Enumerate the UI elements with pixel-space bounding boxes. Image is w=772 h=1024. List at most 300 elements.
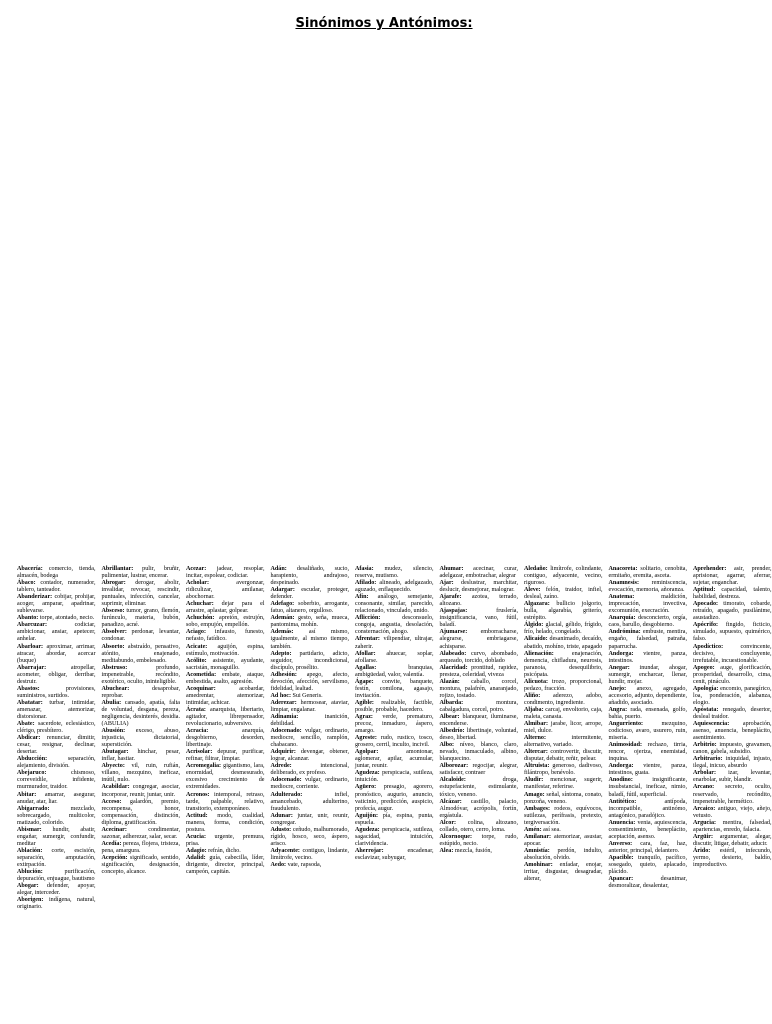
glossary-entry — [186, 848, 265, 855]
glossary-entry — [524, 848, 603, 862]
glossary-entry — [271, 672, 350, 693]
entry-term: Alazán: — [439, 678, 460, 685]
glossary-entry — [524, 587, 603, 601]
entry-definition: contador, numerador, tablero, tanteador. — [17, 580, 96, 594]
entry-definition: inundar, ahogar, sumergir, encharcar, llenar, hundir, mojar. — [608, 664, 687, 685]
glossary-entry — [693, 644, 772, 665]
entry-definition: refrán, dicho. — [206, 847, 241, 854]
entry-definition: generoso, dadivoso, filántropo, benévolo. — [524, 763, 603, 777]
entry-definition: así mismo, igualmente, al mismo tiempo, también. — [270, 629, 349, 650]
entry-term: Aflicción: — [355, 615, 381, 622]
entry-definition: convincente, decisivo, concluyente, irrefutable, incuestionable. — [693, 643, 772, 664]
entry-term: Abanto: — [17, 615, 39, 622]
glossary-entry — [186, 615, 265, 629]
entry-definition: ceñudo, malhumorado, rígido, hosco, seco, áspero, arisco. — [270, 826, 349, 847]
entry-definition: torpe, atontado, necio. — [38, 615, 95, 622]
glossary-entry — [271, 693, 350, 700]
glossary-column — [355, 566, 434, 1024]
entry-term: Acólito: — [186, 657, 207, 664]
entry-term: Aptitud: — [693, 587, 716, 594]
glossary-entry — [524, 792, 603, 806]
entry-term: Adán: — [270, 566, 287, 572]
glossary-entry — [693, 806, 772, 820]
glossary-entry — [524, 693, 603, 707]
glossary-entry — [186, 566, 265, 580]
entry-term: Angra: — [608, 706, 628, 713]
entry-definition: pía, espina, punta, espuela. — [355, 812, 434, 826]
entry-term: Alcor: — [439, 819, 457, 826]
entry-definition: desaprobar, reprobar. — [101, 685, 180, 699]
entry-definition: anarquista, libertario, agitador, librepensador, revolucionario, subversivo. — [186, 706, 265, 728]
glossary-entry — [524, 862, 603, 883]
glossary-entry — [355, 827, 434, 848]
entry-definition: jadear, resoplar, incitar, espolear, codiciar. — [186, 566, 265, 580]
entry-term: Ambages: — [524, 805, 551, 812]
entry-definition: apego, afecto, devoción, afección, servilismo, fidelidad, lealtad. — [270, 671, 349, 692]
glossary-entry — [271, 792, 350, 813]
glossary-entry — [609, 566, 688, 580]
entry-term: Agreste: — [355, 735, 377, 742]
entry-definition: purificación, depuración, enjuague, bautismo — [17, 869, 96, 883]
glossary-entry — [102, 665, 181, 686]
entry-term: Alcornoque: — [439, 833, 472, 840]
entry-term: Ajarafe: — [439, 594, 462, 601]
glossary-entry — [17, 686, 96, 700]
entry-term: Anegar: — [608, 664, 630, 671]
entry-definition: izar, levantar, enarbolar, subir, blandir. — [693, 770, 772, 784]
entry-definition: timorato, cobarde, retraído, apagado, pusilánime, asustadizo. — [693, 601, 772, 622]
glossary-entry — [355, 770, 434, 784]
glossary-entry — [440, 594, 519, 608]
entry-term: Abarrajar: — [17, 664, 47, 671]
entry-definition: indígena, natural, originario. — [17, 897, 96, 911]
entry-definition: comercio, tienda, almacén, bodega — [17, 566, 96, 580]
entry-term: Actitud: — [186, 812, 208, 819]
glossary-entry — [440, 834, 519, 848]
entry-definition: amarrar, asegurar, anudar, atar, liar. — [17, 791, 96, 805]
entry-term: Alicuota: — [524, 678, 549, 685]
glossary-entry — [440, 820, 519, 834]
entry-term: Apogeo: — [693, 664, 715, 671]
entry-term: Acometida: — [186, 671, 217, 678]
entry-definition: insignificante, insubstancial, ineficaz, nimio, baladí, fútil, superficial. — [608, 777, 687, 798]
entry-term: Abrogar: — [101, 580, 126, 587]
entry-term: Además: — [270, 629, 294, 636]
glossary-entry — [355, 594, 434, 615]
entry-term: Amnistía: — [524, 847, 550, 854]
entry-definition: guía, cabecilla, líder, dirigente, director, principal, campeón, capitán. — [186, 854, 265, 876]
entry-term: Abejaruco: — [17, 770, 47, 777]
glossary-entry — [186, 855, 265, 876]
glossary-entry — [355, 566, 434, 580]
entry-term: Agible: — [355, 699, 374, 706]
entry-term: Adalid: — [186, 854, 206, 861]
entry-definition: vate, rapsoda, — [286, 861, 322, 868]
glossary-entry — [17, 770, 96, 791]
glossary-entry — [102, 566, 181, 580]
entry-definition: impuesto, gravamen, canon, gabela, subsidio. — [693, 742, 772, 756]
entry-definition: profundo, impenetrable, recóndito, exotérico, oculto, ininteligible. — [101, 664, 180, 685]
glossary-entry — [524, 763, 603, 777]
entry-term: Albedrío: — [439, 728, 465, 735]
glossary-entry — [102, 608, 181, 629]
entry-term: Abigarrado: — [17, 805, 50, 812]
glossary-entry — [271, 813, 350, 827]
glossary-entry — [355, 636, 434, 650]
entry-definition: chismoso, correveidile, infidente, murmurador, traidor. — [17, 770, 96, 791]
entry-term: Agolpar: — [355, 749, 379, 756]
glossary-entry — [17, 721, 96, 735]
glossary-entry — [609, 841, 688, 855]
entry-definition: desaliñado, sucio, harapiento, andrajoso, despeinado. — [270, 566, 349, 587]
entry-definition: intermitente, alternativo, variado. — [524, 735, 603, 749]
glossary-entry — [186, 813, 265, 834]
entry-definition: tumor, grano, flemón, furúnculo, materia, bubón, panadizo, acné. — [101, 608, 180, 629]
entry-term: Anuencia: — [608, 819, 636, 826]
entry-term: Abarloar: — [17, 643, 44, 650]
glossary-entry — [102, 763, 181, 784]
entry-term: Acucia: — [186, 833, 206, 840]
entry-term: Aledaño: — [524, 566, 548, 572]
entry-definition: convite, banquete, festín, comilona, agasajo, invitación. — [355, 678, 434, 699]
entry-definition: azotea, terrado, altozano. — [439, 594, 518, 608]
entry-definition: cobijar, prohijar, acoger, amparar, apadrinar, sublevarse. — [17, 594, 96, 615]
entry-definition: urgente, premura, prisa. — [186, 833, 265, 847]
glossary-entry — [693, 601, 772, 622]
entry-definition: perdón, indulto, absolución, olvido. — [524, 847, 603, 861]
glossary-entry — [17, 883, 96, 897]
entry-definition: carcaj, envoltorio, caja, maleta, canasta. — [524, 706, 603, 720]
entry-definition: acobardar, amedrentar, atemorizar, intimidar, achicar. — [186, 685, 265, 706]
entry-definition: exceso, abuso, injusticia, dictatorial, superstición. — [101, 728, 180, 749]
entry-term: Acoquinar: — [186, 685, 216, 692]
entry-definition: vulgar, ordinario, mediocre, corriente. — [270, 777, 349, 791]
glossary-entry — [17, 756, 96, 770]
entry-term: Afín: — [355, 594, 369, 601]
entry-term: Albo: — [439, 742, 455, 749]
glossary-entry — [355, 651, 434, 665]
entry-term: Alcaloide: — [439, 777, 466, 784]
glossary-entry — [102, 855, 181, 876]
entry-term: Argucia: — [693, 819, 717, 826]
glossary-entry — [693, 784, 772, 805]
glossary-entry — [271, 862, 350, 869]
entry-term: Ad hoc: — [270, 692, 291, 699]
glossary-entry — [693, 742, 772, 756]
entry-definition: infiel, amancebado, adulterino, fraudulento. — [270, 791, 349, 812]
entry-definition: torpe, rudo, estúpido, necio. — [439, 833, 518, 847]
entry-definition: auge, glorificación, prosperidad, desarrollo, cima, cenit, pináculo. — [693, 664, 772, 685]
entry-definition: solitario, cenobita, ermitaño, eremita, asceta. — [608, 566, 687, 580]
entry-term: Abuchear: — [101, 685, 130, 692]
entry-term: Anacoreta: — [608, 566, 638, 572]
entry-term: Achuchar: — [186, 601, 214, 608]
glossary-entry — [355, 813, 434, 827]
entry-definition: abstraído, pensativo, atónito, enajenado, meditabundo, embelesado. — [101, 643, 180, 664]
entry-definition: libertinaje, voluntad, deseo, libertad. — [439, 728, 518, 742]
glossary-entry — [102, 784, 181, 798]
entry-definition: presagio, agorero, pronóstico, augurio, anuncio, vaticinio, predicción, auspicio, profecía, augur. — [355, 784, 434, 812]
glossary-entry — [355, 714, 434, 735]
entry-term: Abdicar: — [17, 735, 41, 742]
glossary-entry — [186, 686, 265, 707]
glossary-columns — [17, 566, 772, 1024]
entry-term: Acholar: — [186, 580, 210, 587]
entry-definition: turbar, intimidar, amenazar, atemorizar, distorsionar. — [17, 699, 96, 720]
entry-definition: pulir, bruñir, pulimentar, lustrar, encerar. — [101, 566, 180, 580]
entry-definition: hermosear, ataviar, limpiar, engalanar. — [270, 699, 349, 713]
entry-definition: provisiones, suministros, surtidos. — [17, 685, 96, 699]
glossary-entry — [440, 714, 519, 728]
entry-definition: controvertir, discutir, disputar, debatir, reñir, pelear. — [524, 749, 603, 763]
glossary-entry — [524, 721, 603, 735]
entry-term: Abusión: — [101, 728, 126, 735]
entry-definition: así sea. — [541, 826, 561, 833]
glossary-entry — [271, 651, 350, 672]
glossary-entry — [693, 756, 772, 770]
entry-term: Agudeza: — [355, 770, 380, 777]
glossary-entry — [186, 629, 265, 643]
entry-term: Abstruso: — [101, 664, 128, 671]
entry-definition: avergonzar, ridiculizar, amilanar, abochornar. — [186, 580, 265, 601]
glossary-entry — [440, 799, 519, 820]
entry-definition: estéril, infecundo, yermo, desierto, baldío, improductivo. — [693, 847, 772, 868]
glossary-entry — [440, 728, 519, 742]
glossary-entry — [271, 777, 350, 791]
entry-term: Arbolar: — [693, 770, 717, 777]
glossary-entry — [524, 707, 603, 721]
glossary-entry — [102, 728, 181, 749]
glossary-entry — [186, 707, 265, 728]
glossary-entry — [609, 707, 688, 721]
glossary-entry — [102, 841, 181, 855]
entry-term: Anatema: — [608, 594, 635, 601]
entry-definition: regocijar, alegrar, satisfacer, contraer — [439, 763, 518, 777]
entry-definition: codiciar, ambicionar, ansiar, apetecer, anhelar. — [17, 622, 96, 643]
glossary-entry — [186, 644, 265, 658]
glossary-entry — [693, 820, 772, 834]
entry-definition: hundir, abatir, engañar, sumergir, confundir, meditar — [17, 826, 96, 847]
entry-term: Alicaído: — [524, 636, 548, 643]
entry-term: Adocenado: — [270, 777, 302, 784]
entry-term: Achuchón: — [186, 615, 215, 622]
entry-definition: curvo, abombado, arqueado, torcido, doblado — [439, 650, 518, 664]
glossary-entry — [271, 848, 350, 862]
entry-term: Abastos: — [17, 685, 40, 692]
entry-definition: galardón, premio, recompensa, honor, compensación, distinción, diploma, gratificación. — [101, 798, 180, 826]
entry-definition: mezclado, sobrecargado, multicolor, matizado, colorido. — [17, 805, 96, 826]
glossary-entry — [17, 594, 96, 615]
entry-term: Afrentar: — [355, 636, 380, 643]
entry-term: Aljaba: — [524, 706, 544, 713]
entry-term: Acabildar: — [101, 784, 130, 791]
glossary-entry — [355, 580, 434, 594]
entry-definition: níveo, blanco, claro, nevado, inmaculado, albino, blanquecino. — [439, 742, 518, 763]
glossary-entry — [17, 735, 96, 756]
entry-term: Ábaco: — [17, 580, 36, 587]
entry-definition: inanición, debilidad. — [270, 713, 349, 728]
glossary-entry — [271, 566, 350, 587]
entry-definition: desanimado, decaído, abatido, mohíno, triste, apagado — [524, 636, 603, 650]
glossary-entry — [186, 658, 265, 672]
glossary-entry — [17, 700, 96, 721]
entry-definition: modo, cualidad, manera, forma, condición, postura. — [186, 812, 265, 833]
entry-term: Aedo: — [270, 861, 287, 868]
glossary-entry — [524, 806, 603, 827]
glossary-entry — [609, 777, 688, 798]
glossary-entry — [17, 869, 96, 883]
glossary-entry — [693, 770, 772, 784]
entry-definition: vientre, panza, intestinos, guata. — [608, 763, 687, 777]
glossary-entry — [609, 594, 688, 615]
glossary-entry — [609, 629, 688, 650]
entry-definition: glacial, gélido, frígido, frío, helado, congelado. — [524, 622, 603, 636]
glossary-entry — [17, 622, 96, 643]
entry-term: Andorga: — [608, 650, 634, 657]
entry-term: Aprehender: — [693, 566, 727, 572]
entry-definition: Sui Generis. — [290, 692, 323, 699]
entry-term: Apología: — [693, 685, 719, 692]
entry-definition: enajenación, demencia, chifladura, neurosis, paranoia, desequilibrio, psicópata. — [524, 650, 603, 678]
entry-definition: perspicacia, sutileza, intuición. — [355, 770, 434, 784]
entry-definition: iniquidad, injusto, ilegal, inicuo, absurdo — [693, 756, 772, 770]
entry-term: Ajumarse: — [439, 629, 468, 636]
entry-term: Alterno: — [524, 735, 546, 742]
entry-definition: cara, faz, haz, anterior, principal, delantero. — [608, 840, 687, 854]
glossary-entry — [271, 615, 350, 629]
glossary-entry — [186, 601, 265, 615]
entry-term: Apóstata: — [693, 706, 719, 713]
entry-term: Andrómina: — [608, 629, 641, 636]
glossary-entry — [17, 792, 96, 806]
glossary-entry — [440, 580, 519, 594]
entry-term: Algazara: — [524, 601, 550, 608]
entry-definition: vilipendiar, ultrajar, zaherir. — [355, 636, 434, 650]
glossary-entry — [440, 763, 519, 777]
entry-term: Agraz: — [355, 713, 373, 720]
entry-definition: cansado, apatía, falta de voluntad, desgana, pereza, negligencia, desinterés, desidia. (ABULIA) — [101, 699, 180, 728]
entry-term: Aguijón: — [355, 812, 379, 819]
entry-term: Alborozar: — [439, 763, 469, 770]
entry-definition: rada, ensenada, golfo, bahía, puerto. — [608, 706, 687, 720]
entry-definition: realizable, factible, posible, probable, hacedero. — [355, 699, 434, 713]
glossary-entry — [524, 834, 603, 848]
entry-term: Almibar: — [524, 721, 549, 728]
glossary-entry — [440, 566, 519, 580]
entry-term: Abyecto: — [101, 763, 125, 770]
glossary-entry — [693, 587, 772, 601]
entry-term: Altercar: — [524, 749, 548, 756]
glossary-entry — [271, 629, 350, 650]
page-title: Sinónimos y Antónimos: — [295, 16, 473, 31]
entry-definition: enfadar, enojar, irritar, disgustar, desagradar, alterar, — [524, 861, 603, 883]
entry-term: Árido: — [693, 847, 711, 854]
glossary-entry — [609, 615, 688, 629]
entry-definition: fingido, ficticio, simulado, supuesto, quimérico, falso. — [693, 622, 772, 643]
glossary-entry — [693, 665, 772, 686]
entry-definition: derogar, abolir, invalidar, revocar, rescindir, puntuales, infección, cancelar, suprimir, eliminar. — [101, 580, 180, 608]
glossary-entry — [271, 749, 350, 763]
entry-term: Afasia: — [355, 566, 374, 572]
glossary-entry — [271, 763, 350, 777]
glossary-column — [102, 566, 181, 1024]
entry-term: Amilanar: — [524, 833, 552, 840]
glossary-entry — [609, 742, 688, 763]
entry-definition: desconcierto, orgía, caos, barullo, desgobierno. — [608, 615, 687, 629]
entry-definition: trozo, proporcional, pedazo, fracción. — [524, 678, 603, 692]
entry-term: Abutagar: — [101, 749, 129, 756]
entry-term: Anarquía: — [608, 615, 636, 622]
entry-term: Acecinar: — [101, 826, 127, 833]
entry-term: Acedía: — [101, 840, 122, 847]
entry-definition: anarquía, desgobierno, desorden, libertinaje. — [186, 728, 265, 749]
glossary-entry — [271, 827, 350, 848]
entry-term: Ahumar: — [439, 566, 464, 572]
entry-term: Adagio: — [186, 847, 207, 854]
entry-definition: limítrofe, colindante, contiguo, adyacente, vecino, riguroso. — [524, 566, 603, 587]
entry-definition: desanimar, desmoralizar, desalentar, — [608, 876, 687, 890]
entry-definition: prontitud, rapidez, presteza, celeridad, viveza — [439, 664, 518, 678]
entry-term: Adocenado: — [270, 728, 302, 735]
entry-term: Apancar: — [608, 876, 634, 883]
entry-term: Abatatar: — [17, 699, 43, 706]
glossary-entry — [186, 792, 265, 813]
entry-definition: alineado, adelgazado, aguzado, enflaquecido. — [355, 580, 434, 594]
entry-term: Acepción: — [101, 854, 128, 861]
entry-definition: asir, prender, aprisionar, agarrar, aferrar, sujetar, enganchar. — [693, 566, 772, 587]
entry-definition: vientre, panza, intestinos. — [608, 650, 687, 664]
glossary-entry — [440, 608, 519, 629]
entry-term: Anverso: — [608, 840, 633, 847]
entry-definition: vil, ruin, rufián, villano, mezquino, ineficaz, inútil, nulo. — [101, 763, 180, 784]
entry-definition: antípoda, incompatible, antinómo, antagónico, paradójico. — [608, 798, 687, 819]
entry-term: Amohinar: — [524, 861, 553, 868]
entry-definition: castillo, palacio, Almodóvar, acrópolis, fortín, ergástula. — [439, 798, 518, 819]
glossary-entry — [186, 834, 265, 848]
entry-term: Aherrojar: — [355, 847, 384, 854]
glossary-entry — [693, 834, 772, 848]
entry-definition: verde, prematuro, precoz, inmaduro, áspero, amargo. — [355, 713, 434, 735]
glossary-entry — [693, 721, 772, 742]
entry-definition: asistente, ayudante, sacristán, monaguillo. — [186, 657, 265, 671]
entry-term: Acronos: — [186, 791, 210, 798]
glossary-entry — [693, 566, 772, 587]
entry-term: Apócrifo: — [693, 622, 719, 629]
glossary-column — [186, 566, 265, 1024]
glossary-entry — [440, 777, 519, 798]
glossary-entry — [440, 651, 519, 665]
glossary-column — [609, 566, 688, 1024]
glossary-entry — [17, 897, 96, 911]
entry-definition: corte, escisión, separación, amputación, extirpación. — [17, 847, 96, 868]
glossary-column — [17, 566, 96, 1024]
glossary-entry — [440, 665, 519, 679]
entry-definition: capacidad, talento, habilidad, destreza. — [693, 587, 772, 601]
entry-term: Agüero: — [355, 784, 377, 791]
entry-term: Ácrata: — [186, 706, 206, 713]
entry-definition: dejar para el arrastre, aplastar, golpear. — [186, 601, 265, 615]
entry-term: Abacería: — [17, 566, 43, 572]
entry-term: Adquirir: — [270, 749, 296, 756]
entry-definition: escudar, proteger, defender. — [270, 587, 349, 601]
entry-term: Afollar: — [355, 650, 376, 657]
entry-term: Absorto: — [101, 643, 125, 650]
entry-definition: mudez, silencio, reserva, mutismo. — [355, 566, 434, 580]
entry-term: Arcano: — [693, 784, 715, 791]
glossary-column — [693, 566, 772, 1024]
entry-definition: separación, alejamiento, división. — [17, 756, 96, 770]
entry-definition: rudo, rustico, tosco, grosero, cerril, inculto, incivil. — [355, 735, 434, 749]
